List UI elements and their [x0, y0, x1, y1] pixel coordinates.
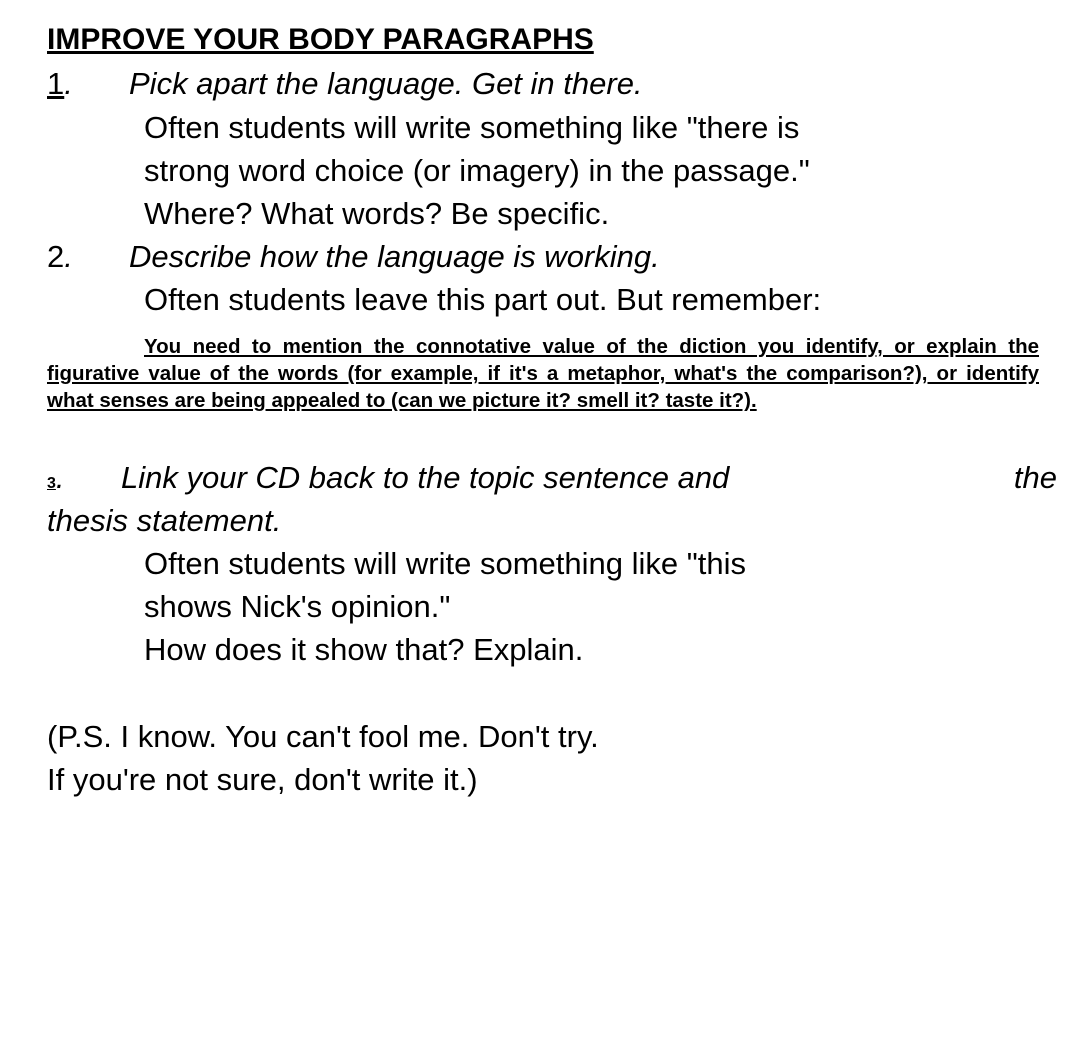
point-1-line-2: strong word choice (or imagery) in the passage." — [144, 153, 810, 188]
point-3-line-3: How does it show that? Explain. — [144, 632, 584, 667]
point-1-line-1: Often students will write something like "there is — [144, 110, 800, 145]
point-2-number: 2 — [47, 239, 65, 274]
point-3-heading-end: the — [1013, 460, 1057, 495]
point-3-heading: 3. Link your CD back to the topic sentence and the — [47, 460, 1057, 495]
point-2-note: You need to mention the connotative value of the diction you identify, or explain the figurative value of the words (for example, if it's a metaphor, what's the comparison?), or identify what senses are being appealed to (can we picture it? smell it? taste it?). — [47, 335, 1039, 412]
point-1-line-3: Where? What words? Be specific. — [144, 196, 610, 231]
point-2-line: Often students leave this part out. But remember: — [144, 282, 822, 317]
point-3-heading-cont: thesis statement. — [47, 503, 282, 538]
point-2-heading: 2. Describe how the language is working. — [47, 239, 660, 274]
document-title: IMPROVE YOUR BODY PARAGRAPHS — [47, 23, 594, 56]
point-3-heading-text: Link your CD back to the topic sentence and — [121, 460, 730, 495]
ps-line-2: If you're not sure, don't write it.) — [47, 762, 478, 797]
ps-line-1: (P.S. I know. You can't fool me. Don't try. — [47, 719, 599, 754]
point-3-line-2: shows Nick's opinion." — [144, 589, 451, 624]
point-3-line-1: Often students will write something like "this — [144, 546, 746, 581]
point-1-heading-text: Pick apart the language. Get in there. — [129, 66, 643, 101]
point-3-number: 3 — [47, 475, 56, 492]
point-2-heading-text: Describe how the language is working. — [129, 239, 660, 274]
point-1-heading: 1. Pick apart the language. Get in there. — [47, 66, 643, 101]
point-1-number: 1 — [47, 66, 65, 101]
